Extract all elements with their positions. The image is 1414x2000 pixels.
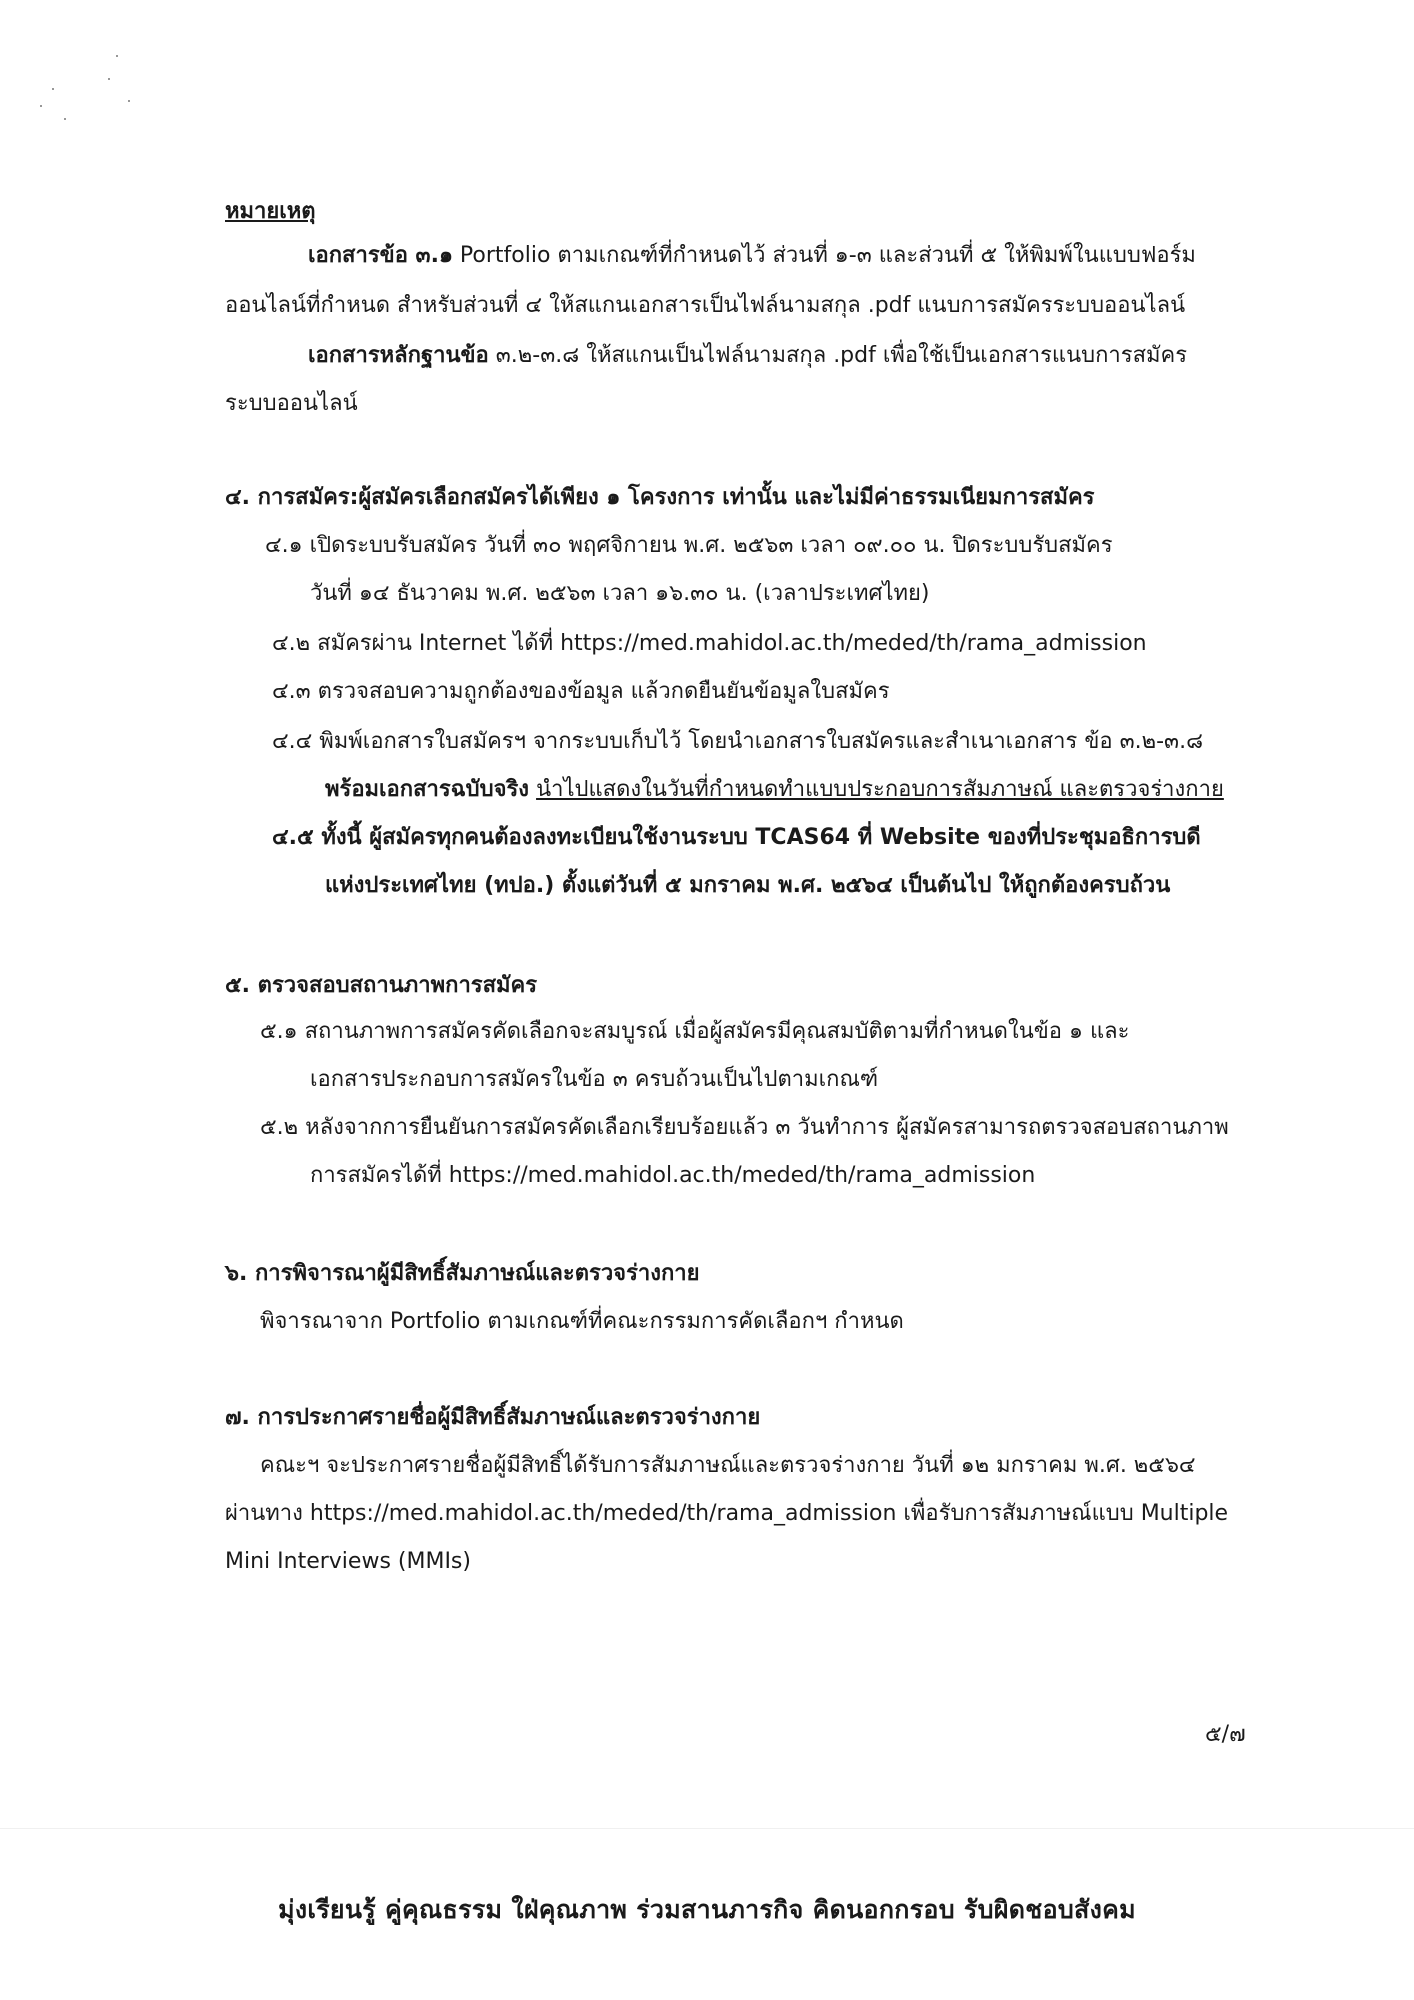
item-4-4-line-1: ๔.๔ พิมพ์เอกสารใบสมัครฯ จากระบบเก็บไว้ โดยนำเอกสารใบสมัครและสำเนาเอกสาร ข้อ ๓.๒-๓.๘ [272, 729, 1204, 754]
item-4-3: ๔.๓ ตรวจสอบความถูกต้องของข้อมูล แล้วกดยืนยันข้อมูลใบสมัคร [272, 679, 890, 704]
item-5-2-line-2: การสมัครได้ที่ https://med.mahidol.ac.th/meded/th/rama_admission [310, 1163, 1036, 1188]
item-4-2: ๔.๒ สมัครผ่าน Internet ได้ที่ https://med.mahidol.ac.th/meded/th/rama_admission [272, 631, 1147, 656]
item-4-4-line-2 [325, 774, 1224, 806]
section-7-line-2: ผ่านทาง https://med.mahidol.ac.th/meded/th/rama_admission เพื่อรับการสัมภาษณ์แบบ Multiple [225, 1501, 1229, 1526]
section-4-heading: ๔. การสมัคร:ผู้สมัครเลือกสมัครได้เพียง ๑ โครงการ เท่านั้น และไม่มีค่าธรรมเนียมการสมัคร [225, 485, 1095, 510]
page-number: ๕/๗ [1205, 1722, 1246, 1747]
item-5-1-line-1: ๕.๑ สถานภาพการสมัครคัดเลือกจะสมบูรณ์ เมื่อผู้สมัครมีคุณสมบัติตามที่กำหนดในข้อ ๑ และ [260, 1019, 1130, 1044]
scan-speck [128, 100, 130, 102]
section-6-body: พิจารณาจาก Portfolio ตามเกณฑ์ที่คณะกรรมการคัดเลือกฯ กำหนด [260, 1309, 904, 1334]
scan-speck [108, 78, 110, 80]
footer-motto: มุ่งเรียนรู้ คู่คุณธรรม ใฝ่คุณภาพ ร่วมสานภารกิจ คิดนอกกรอบ รับผิดชอบสังคม [278, 1895, 1136, 1924]
section-7-line-1: คณะฯ จะประกาศรายชื่อผู้มีสิทธิ์ได้รับการสัมภาษณ์และตรวจร่างกาย วันที่ ๑๒ มกราคม พ.ศ. ๒๕๖๔ [260, 1453, 1196, 1478]
note-p2-rest: ๓.๒-๓.๘ ให้สแกนเป็นไฟล์นามสกุล .pdf เพื่อใช้เป็นเอกสารแนบการสมัคร [488, 343, 1188, 368]
note-paragraph-1-line-2: ออนไลน์ที่กำหนด สำหรับส่วนที่ ๔ ให้สแกนเอกสารเป็นไฟล์นามสกุล .pdf แนบการสมัครระบบออนไลน์ [225, 293, 1186, 318]
item-4-1-line-2: วันที่ ๑๔ ธันวาคม พ.ศ. ๒๕๖๓ เวลา ๑๖.๓๐ น. (เวลาประเทศไทย) [310, 581, 930, 606]
item-5-2-line-1: ๕.๒ หลังจากการยืนยันการสมัครคัดเลือกเรียบร้อยแล้ว ๓ วันทำการ ผู้สมัครสามารถตรวจสอบสถานภาพ [260, 1115, 1229, 1140]
section-6-heading: ๖. การพิจารณาผู้มีสิทธิ์สัมภาษณ์และตรวจร่างกาย [225, 1261, 700, 1286]
footer-divider [0, 1828, 1414, 1829]
section-7-line-3: Mini Interviews (MMIs) [225, 1549, 471, 1574]
item-4-4-bold: พร้อมเอกสารฉบับจริง [325, 777, 530, 802]
note-paragraph-1 [308, 240, 1196, 272]
note-p1-rest: Portfolio ตามเกณฑ์ที่กำหนดไว้ ส่วนที่ ๑-๓ และส่วนที่ ๕ ให้พิมพ์ในแบบฟอร์ม [452, 243, 1196, 268]
note-p1-lead: เอกสารข้อ ๓.๑ [308, 243, 453, 268]
item-4-5-line-2: แห่งประเทศไทย (ทปอ.) ตั้งแต่วันที่ ๕ มกราคม พ.ศ. ๒๕๖๔ เป็นต้นไป ให้ถูกต้องครบถ้วน [325, 873, 1171, 898]
item-5-1-line-2: เอกสารประกอบการสมัครในข้อ ๓ ครบถ้วนเป็นไปตามเกณฑ์ [310, 1067, 879, 1092]
section-7-heading: ๗. การประกาศรายชื่อผู้มีสิทธิ์สัมภาษณ์และตรวจร่างกาย [225, 1405, 761, 1430]
note-heading: หมายเหตุ [225, 199, 316, 224]
scan-speck [64, 118, 66, 120]
scan-speck [116, 55, 118, 57]
item-4-5-line-1: ๔.๕ ทั้งนี้ ผู้สมัครทุกคนต้องลงทะเบียนใช้งานระบบ TCAS64 ที่ Website ของที่ประชุมอธิการบดี [272, 825, 1201, 850]
note-paragraph-2-line-2: ระบบออนไลน์ [225, 391, 358, 416]
note-p2-lead: เอกสารหลักฐานข้อ [308, 343, 489, 368]
note-paragraph-2 [308, 340, 1187, 372]
item-4-1-line-1: ๔.๑ เปิดระบบรับสมัคร วันที่ ๓๐ พฤศจิกายน พ.ศ. ๒๕๖๓ เวลา ๐๙.๐๐ น. ปิดระบบรับสมัคร [265, 533, 1113, 558]
item-4-4-underline: นำไปแสดงในวันที่กำหนดทำแบบประกอบการสัมภาษณ์ และตรวจร่างกาย [536, 777, 1224, 802]
section-5-heading: ๕. ตรวจสอบสถานภาพการสมัคร [225, 973, 538, 998]
scan-speck [52, 88, 54, 90]
scan-speck [40, 105, 42, 107]
